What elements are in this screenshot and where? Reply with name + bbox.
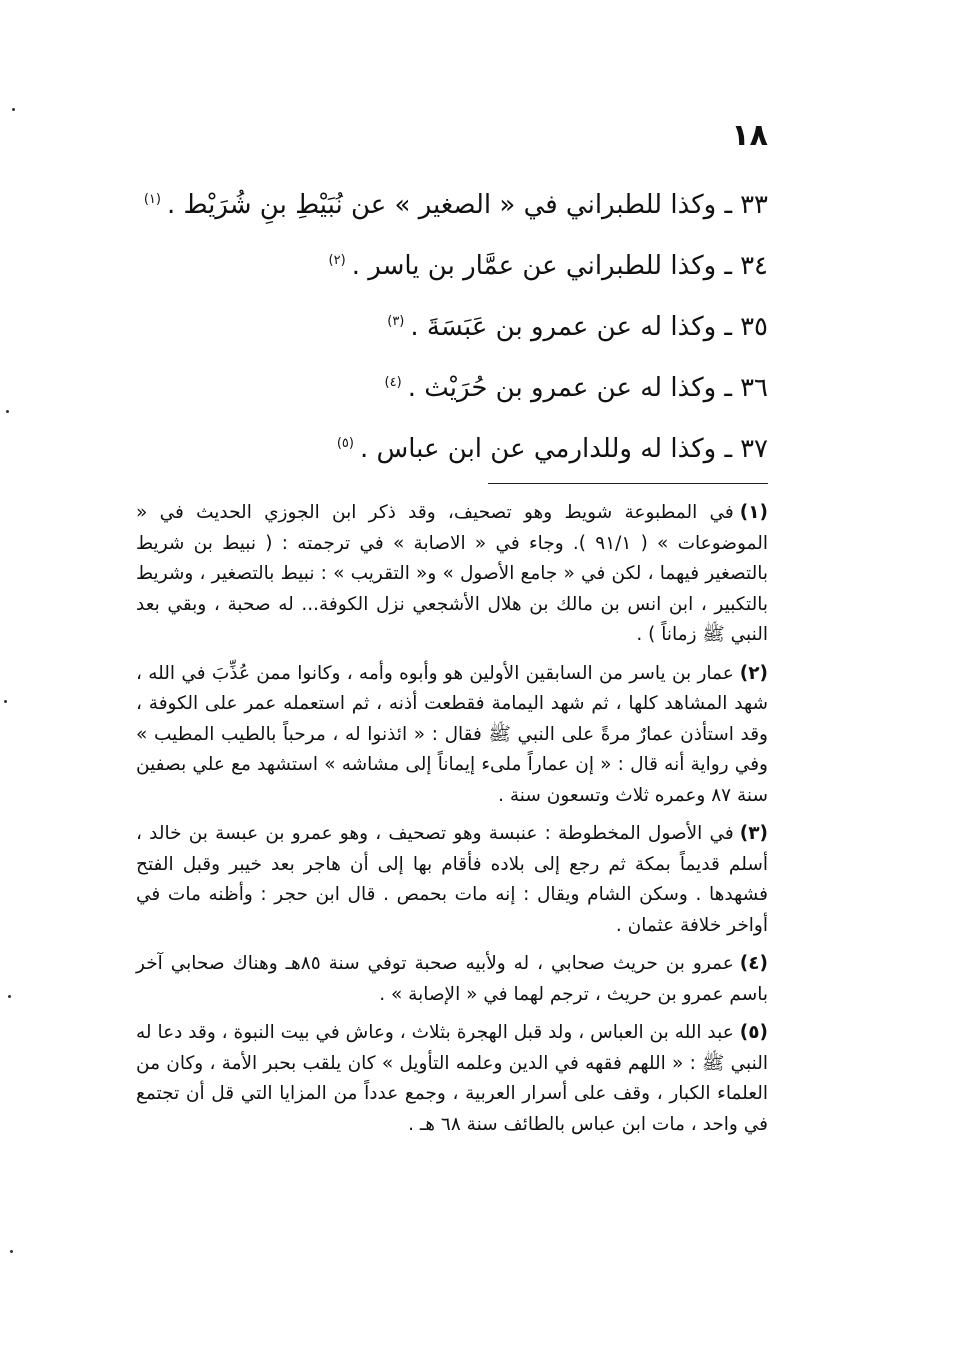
footnote-ref: (٢) [328, 253, 346, 269]
hadith-number: ٣٤ [740, 251, 768, 281]
footnote-text: في الأصول المخطوطة : عنبسة وهو تصحيف ، وهو عمرو بن عبسة بن خالد ، أسلم قديماً بمكة ثم رجع إلى بلاده فأقام بها إلى أن هاجر بعد خيبر وقبل الفتح فشهدها . وسكن الشام ويقال : إنه مات بحمص . قال ابن حجر : وأظنه مات في أواخر خلافة عثمان . [136, 823, 768, 936]
footnote-number: (٥) [739, 1022, 768, 1043]
footnote-text: عمار بن ياسر من السابقين الأولين هو وأبوه وأمه ، وكانوا ممن عُذِّبَ في الله ، شهد المشاهد كلها ، ثم شهد اليمامة فقطعت أذنه ، ثم استعمله عمر على الكوفة ، وقد استأذن عمارٌ مرةً على النبي ﷺ فقال : « ائذنوا له ، مرحباً بالطيب المطيب » وفي رواية أنه قال : « إن عماراً ملىء إيماناً إلى مشاشه » استشهد مع علي بصفين سنة ٨٧ وعمره ثلاث وتسعون سنة . [136, 662, 768, 806]
footnote [136, 1018, 768, 1140]
footnote-number: (٣) [739, 823, 768, 844]
scan-mark [10, 1250, 13, 1253]
hadith-text: ـ وكذا له عن عمرو بن حُرَيْث . [407, 373, 733, 403]
hadith-text: ـ وكذا للطبراني عن عمَّار بن ياسر . [351, 251, 733, 281]
footnote-ref: (١) [143, 192, 161, 208]
footnote-ref: (٥) [336, 436, 354, 452]
footnotes-section [136, 498, 768, 1148]
hadith-number: ٣٥ [740, 312, 768, 342]
page-number: ١٨ [731, 118, 768, 153]
hadith-list [143, 175, 768, 480]
footnote-number: (١) [739, 502, 768, 523]
scan-mark [12, 108, 15, 111]
footnote [136, 659, 768, 812]
hadith-number: ٣٧ [740, 434, 768, 464]
footnote-number: (٢) [739, 662, 768, 684]
hadith-text: ـ وكذا للطبراني في « الصغير » عن نُبَيْطِ بنِ شُرَيْط . [166, 190, 733, 220]
footnote-ref: (٣) [387, 314, 405, 330]
footnote-number: (٤) [739, 953, 768, 974]
hadith-item [148, 419, 768, 480]
footnote [136, 819, 768, 941]
hadith-item [148, 236, 768, 297]
footnote-ref: (٤) [384, 375, 402, 391]
hadith-number: ٣٣ [740, 190, 768, 220]
footnote [136, 498, 768, 651]
hadith-item [148, 358, 768, 419]
footnote-text: عبد الله بن العباس ، ولد قبل الهجرة بثلاث ، وعاش في بيت النبوة ، وقد دعا له النبي ﷺ : « اللهم فقهه في الدين وعلمه التأويل » كان يلقب بحبر الأمة ، وكان من العلماء الكبار ، وقف على أسرار العربية ، وجمع عدداً من المزايا التي قل أن تجتمع في واحد ، مات ابن عباس بالطائف سنة ٦٨ هـ . [136, 1022, 768, 1135]
scan-mark [4, 700, 7, 703]
footnote-text: عمرو بن حريث صحابي ، له ولأبيه صحبة توفي سنة ٨٥هـ وهناك صحابي آخر باسم عمرو بن حريث ، ترجم لهما في « الإصابة » . [136, 953, 768, 1005]
hadith-item [143, 175, 768, 236]
footnote-divider [488, 483, 768, 484]
scan-mark [6, 410, 9, 413]
footnote [136, 949, 768, 1010]
hadith-text: ـ وكذا له عن عمرو بن عَبَسَةَ . [410, 312, 733, 342]
scan-mark [8, 995, 11, 998]
hadith-item [148, 297, 768, 358]
hadith-number: ٣٦ [740, 373, 768, 403]
hadith-text: ـ وكذا له وللدارمي عن ابن عباس . [359, 434, 733, 464]
footnote-text: في المطبوعة شويط وهو تصحيف، وقد ذكر ابن الجوزي الحديث في « الموضوعات » ( ٩١/١ ). وجاء في « الاصابة » في ترجمته : ( نبيط بن شريط بالتصغير فيهما ، لكن في « جامع الأصول » و« التقريب » : نبيط بالتصغير ، وشريط بالتكبير ، ابن انس بن مالك بن هلال الأشجعي نزل الكوفة... له صحبة ، وبقي بعد النبي ﷺ زماناً ) . [136, 502, 768, 645]
